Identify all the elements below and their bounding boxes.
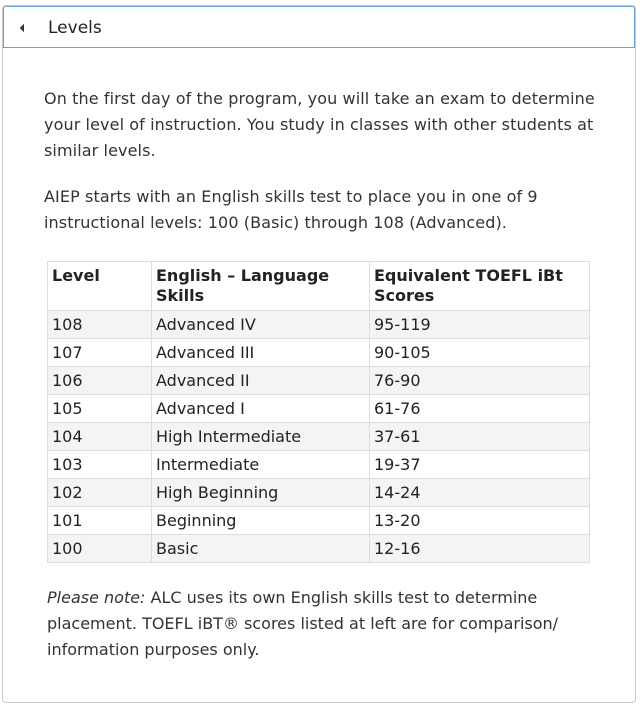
placement-paragraph: AIEP starts with an English skills test to place you in one of 9 instructional levels: 100 (Basic) through 108 (Advanced). <box>44 187 538 232</box>
column-header-toefl: Equivalent TOEFL iBt Scores <box>370 262 590 311</box>
skills-cell: Advanced II <box>152 367 370 395</box>
table-row <box>48 479 590 507</box>
level-cell: 100 <box>48 535 152 563</box>
skills-cell: High Intermediate <box>152 423 370 451</box>
column-header-skills: English – Language Skills <box>152 262 370 311</box>
levels-table <box>47 261 590 563</box>
score-cell: 14-24 <box>370 479 590 507</box>
score-cell: 61-76 <box>370 395 590 423</box>
skills-cell: High Beginning <box>152 479 370 507</box>
skills-cell: Beginning <box>152 507 370 535</box>
level-cell: 104 <box>48 423 152 451</box>
table-row <box>48 507 590 535</box>
level-cell: 107 <box>48 339 152 367</box>
score-cell: 37-61 <box>370 423 590 451</box>
section-title: Levels <box>48 18 102 38</box>
skills-cell: Advanced IV <box>152 311 370 339</box>
score-cell: 76-90 <box>370 367 590 395</box>
table-row <box>48 395 590 423</box>
skills-cell: Basic <box>152 535 370 563</box>
levels-accordion-header[interactable] <box>3 6 635 48</box>
skills-cell: Advanced III <box>152 339 370 367</box>
table-header-row <box>48 262 590 311</box>
skills-cell: Intermediate <box>152 451 370 479</box>
placement-note <box>47 585 607 663</box>
skills-cell: Advanced I <box>152 395 370 423</box>
score-cell: 13-20 <box>370 507 590 535</box>
intro-paragraph: On the first day of the program, you will take an exam to determine your level of instruction. You study in classes with other students at similar levels. <box>44 89 595 160</box>
table-row <box>48 339 590 367</box>
note-label: Please note: <box>47 588 146 607</box>
table-row <box>48 311 590 339</box>
level-cell: 105 <box>48 395 152 423</box>
score-cell: 90-105 <box>370 339 590 367</box>
table-row <box>48 535 590 563</box>
level-cell: 101 <box>48 507 152 535</box>
note-text: ALC uses its own English skills test to determine placement. TOEFL iBT® scores listed at left are for comparison/ information purposes only. <box>47 588 559 659</box>
level-cell: 108 <box>48 311 152 339</box>
column-header-level: Level <box>48 262 152 311</box>
score-cell: 19-37 <box>370 451 590 479</box>
intro-content <box>44 86 604 236</box>
level-cell: 106 <box>48 367 152 395</box>
level-cell: 103 <box>48 451 152 479</box>
table-row <box>48 367 590 395</box>
score-cell: 12-16 <box>370 535 590 563</box>
triangle-collapse-icon[interactable] <box>20 24 28 32</box>
table-row <box>48 451 590 479</box>
table-row <box>48 423 590 451</box>
score-cell: 95-119 <box>370 311 590 339</box>
level-cell: 102 <box>48 479 152 507</box>
